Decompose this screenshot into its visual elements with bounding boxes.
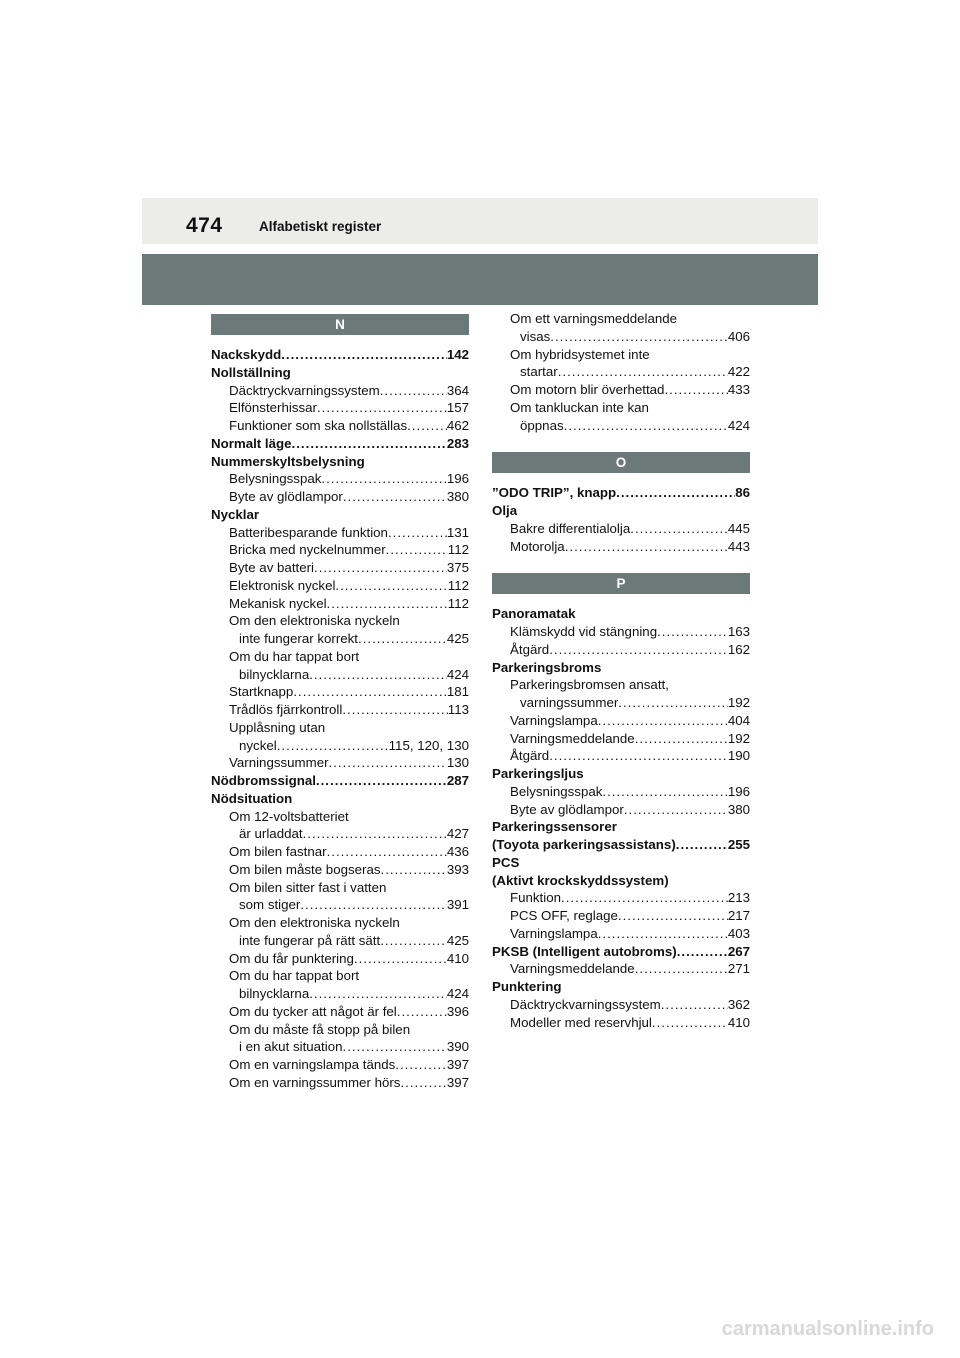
entry-term: Om du måste få stopp på bilen — [229, 1021, 411, 1037]
entry-page-ref: 362 — [727, 996, 750, 1012]
entry-page-ref: 115, 120, 130 — [388, 737, 469, 753]
entry-term: Bricka med nyckelnummer — [229, 542, 386, 558]
dot-leader — [300, 896, 446, 914]
entry-term: Belysningsspak — [229, 471, 322, 487]
index-subentry — [211, 541, 469, 559]
entry-term: inte fungerar korrekt — [239, 631, 358, 646]
index-subentry — [492, 801, 750, 819]
entry-term: Belysningsspak — [510, 783, 603, 799]
index-subentry — [211, 737, 469, 755]
entry-term: bilnycklarna — [239, 666, 310, 682]
entry-page-ref: 427 — [446, 826, 469, 842]
page-title: Alfabetiskt register — [259, 219, 382, 234]
entry-term: Trådlös fjärrkontroll — [229, 702, 343, 717]
dot-leader — [598, 925, 728, 943]
index-subentry — [492, 520, 750, 538]
index-column-right — [492, 310, 750, 1031]
index-subentry — [211, 488, 469, 506]
index-entry — [211, 435, 469, 453]
entry-term: Elektronisk nyckel — [229, 577, 336, 593]
dot-leader — [618, 907, 728, 925]
entry-page-ref: 112 — [447, 595, 469, 611]
entry-term: Bakre differentialolja — [510, 520, 631, 536]
dot-leader — [281, 346, 447, 364]
entry-page-ref: 404 — [727, 712, 750, 728]
dot-leader — [277, 737, 389, 755]
entry-term: Om 12-voltsbatteriet — [229, 808, 349, 824]
header-bar — [142, 198, 818, 244]
entry-page-ref: 181 — [446, 684, 469, 700]
entry-term: (Aktivt krockskyddssystem) — [492, 872, 669, 888]
entry-term: Om den elektroniska nyckeln — [229, 613, 400, 629]
index-subentry — [492, 623, 750, 641]
entry-page-ref: 396 — [446, 1003, 469, 1019]
index-entry — [492, 659, 750, 677]
entry-term: Nummerskyltsbelysning — [211, 453, 365, 469]
index-subentry — [211, 1056, 469, 1074]
index-subentry — [492, 363, 750, 381]
entry-page-ref: 425 — [446, 631, 469, 646]
entry-page-ref: 192 — [727, 695, 750, 710]
entry-term: Om den elektroniska nyckeln — [229, 915, 400, 930]
dot-leader — [598, 712, 728, 730]
entry-page-ref: 196 — [446, 471, 469, 487]
entry-term: Elfönsterhissar — [229, 400, 317, 416]
entry-term: Nödsituation — [211, 790, 293, 806]
index-subentry — [492, 641, 750, 659]
entry-page-ref: 393 — [446, 861, 469, 877]
header-band — [142, 254, 818, 305]
entry-page-ref: 410 — [446, 950, 469, 966]
section-letter-o: O — [492, 452, 750, 473]
index-subentry — [211, 825, 469, 843]
section-letter-p: P — [492, 573, 750, 594]
entry-term: Om motorn blir överhettad — [510, 382, 665, 397]
dot-leader — [549, 641, 728, 659]
entry-page-ref: 422 — [727, 364, 750, 380]
index-entry — [211, 772, 469, 790]
dot-leader — [380, 382, 447, 400]
dot-leader — [565, 538, 728, 556]
index-entry — [492, 818, 750, 836]
index-subentry — [211, 612, 469, 630]
entry-term: Parkeringsbromsen ansatt, — [510, 677, 669, 693]
index-subentry — [211, 808, 469, 826]
index-subentry — [211, 1021, 469, 1039]
index-entry — [492, 484, 750, 502]
index-subentry — [211, 470, 469, 488]
index-subentry — [211, 666, 469, 684]
index-subentry — [492, 538, 750, 556]
entry-term: Om hybridsystemet inte — [510, 346, 650, 362]
entry-page-ref: 287 — [446, 773, 469, 788]
entry-term: Om du tycker att något är fel — [229, 1003, 397, 1019]
dot-leader — [386, 541, 448, 559]
entry-term: Olja — [492, 503, 518, 518]
dot-leader — [635, 730, 728, 748]
entry-page-ref: 271 — [727, 961, 750, 977]
entry-term: Modeller med reservhjul — [510, 1014, 652, 1030]
dot-leader — [343, 1038, 447, 1056]
dot-leader — [635, 960, 728, 978]
page-number: 474 — [186, 214, 223, 237]
index-subentry — [492, 996, 750, 1014]
index-list-o — [492, 484, 750, 555]
index-subentry — [211, 417, 469, 435]
index-entry — [492, 605, 750, 623]
entry-page-ref: 113 — [447, 702, 469, 717]
dot-leader — [314, 559, 447, 577]
entry-term: ”ODO TRIP”, knapp — [492, 485, 617, 501]
entry-term: Varningslampa — [510, 712, 598, 728]
index-entry — [492, 978, 750, 996]
dot-leader — [661, 996, 728, 1014]
entry-page-ref: 163 — [727, 624, 750, 639]
entry-term: inte fungerar på rätt sätt — [239, 932, 381, 948]
index-subentry — [211, 719, 469, 737]
entry-term: PKSB (Intelligent autobroms) — [492, 943, 677, 959]
dot-leader — [677, 943, 728, 961]
index-entry — [492, 502, 750, 520]
index-subentry — [211, 630, 469, 648]
dot-leader — [380, 932, 447, 950]
entry-term: Parkeringssensorer — [492, 819, 617, 835]
entry-page-ref: 112 — [447, 542, 469, 558]
entry-page-ref: 433 — [727, 382, 750, 397]
entry-term: i en akut situation — [239, 1039, 343, 1055]
entry-page-ref: 380 — [727, 801, 750, 817]
entry-page-ref: 375 — [446, 560, 469, 575]
entry-term: Om bilen sitter fast i vatten — [229, 879, 387, 895]
index-subentry — [211, 701, 469, 719]
entry-page-ref: 157 — [446, 400, 469, 416]
index-subentry — [492, 960, 750, 978]
dot-leader — [400, 1074, 446, 1092]
dot-leader — [558, 363, 728, 381]
entry-term: (Toyota parkeringsassistans) — [492, 837, 676, 852]
index-entry — [492, 943, 750, 961]
index-subentry — [492, 381, 750, 399]
entry-term: Varningsmeddelande — [510, 730, 635, 746]
dot-leader — [652, 1014, 728, 1032]
entry-page-ref: 403 — [727, 925, 750, 941]
entry-term: startar — [520, 364, 558, 380]
entry-term: Däcktryckvarningssystem — [229, 382, 380, 398]
index-entry — [211, 506, 469, 524]
index-entry — [492, 836, 750, 854]
entry-term: Nycklar — [211, 506, 260, 522]
entry-term: Om en varningslampa tänds — [229, 1057, 396, 1072]
entry-page-ref: 397 — [446, 1057, 469, 1072]
dot-leader — [329, 754, 447, 772]
entry-page-ref: 462 — [446, 418, 469, 433]
index-subentry — [492, 310, 750, 328]
entry-term: Nollställning — [211, 364, 291, 380]
index-subentry — [211, 1074, 469, 1092]
dot-leader — [388, 524, 447, 542]
entry-term: Om du har tappat bort — [229, 648, 360, 664]
entry-term: Om du får punktering — [229, 950, 354, 966]
entry-page-ref: 190 — [727, 748, 750, 764]
entry-term: Startknapp — [229, 684, 294, 700]
entry-term: Varningssummer — [229, 755, 329, 771]
index-subentry — [492, 694, 750, 712]
index-subentry — [211, 932, 469, 950]
entry-term: Nackskydd — [211, 347, 282, 362]
index-entry — [492, 854, 750, 872]
dot-leader — [397, 1003, 447, 1021]
index-subentry — [211, 985, 469, 1003]
entry-page-ref: 112 — [447, 577, 469, 593]
entry-term: är urladdat — [239, 826, 303, 842]
dot-leader — [321, 470, 446, 488]
dot-leader — [395, 1056, 447, 1074]
dot-leader — [602, 783, 727, 801]
index-subentry — [211, 967, 469, 985]
entry-page-ref: 424 — [727, 417, 750, 433]
entry-term: PCS OFF, reglage — [510, 908, 618, 923]
dot-leader — [327, 595, 448, 613]
dot-leader — [327, 843, 447, 861]
entry-term: visas — [520, 328, 551, 344]
index-subentry — [492, 399, 750, 417]
dot-leader — [561, 889, 728, 907]
entry-term: som stiger — [239, 897, 301, 913]
dot-leader — [358, 630, 447, 648]
entry-term: Om bilen måste bogseras — [229, 861, 381, 877]
entry-term: Däcktryckvarningssystem — [510, 996, 661, 1012]
entry-term: Funktioner som ska nollställas — [229, 418, 408, 433]
entry-term: Om tankluckan inte kan — [510, 399, 649, 415]
index-subentry — [211, 524, 469, 542]
entry-term: Om ett varningsmeddelande — [510, 311, 678, 326]
entry-term: Varningsmeddelande — [510, 961, 635, 977]
dot-leader — [624, 801, 728, 819]
index-subentry — [211, 382, 469, 400]
entry-page-ref: 130 — [446, 755, 469, 771]
entry-page-ref: 255 — [727, 837, 750, 852]
index-entry — [492, 872, 750, 890]
index-subentry — [211, 1038, 469, 1056]
entry-page-ref: 390 — [446, 1039, 469, 1055]
dot-leader — [309, 985, 447, 1003]
dot-leader — [316, 772, 447, 790]
index-subentry — [492, 1014, 750, 1032]
index-subentry — [211, 896, 469, 914]
entry-term: Åtgärd — [510, 641, 550, 657]
dot-leader — [343, 488, 447, 506]
dot-leader — [303, 825, 447, 843]
index-list-n — [211, 346, 469, 1092]
entry-term: Parkeringsbroms — [492, 659, 602, 675]
index-list-n-continued — [492, 310, 750, 434]
entry-term: Klämskydd vid stängning — [510, 624, 658, 639]
dot-leader — [342, 701, 447, 719]
dot-leader — [407, 417, 447, 435]
entry-term: Normalt läge — [211, 435, 292, 451]
index-subentry — [211, 914, 469, 932]
entry-page-ref: 267 — [727, 943, 750, 959]
index-entry — [211, 790, 469, 808]
entry-page-ref: 364 — [446, 382, 469, 398]
entry-page-ref: 445 — [727, 520, 750, 536]
entry-term: Om en varningssummer hörs — [229, 1074, 401, 1090]
entry-term: Om du har tappat bort — [229, 968, 360, 984]
index-subentry — [211, 879, 469, 897]
entry-term: Byte av glödlampor — [229, 489, 343, 504]
dot-leader — [676, 836, 728, 854]
dot-leader — [564, 417, 728, 435]
entry-page-ref: 162 — [727, 641, 750, 657]
index-subentry — [211, 399, 469, 417]
entry-page-ref: 436 — [446, 844, 469, 859]
entry-page-ref: 86 — [735, 485, 750, 501]
entry-term: öppnas — [520, 417, 564, 433]
index-column-left — [211, 314, 469, 1092]
entry-term: nyckel — [239, 737, 277, 753]
index-subentry — [492, 676, 750, 694]
index-subentry — [492, 907, 750, 925]
index-subentry — [492, 417, 750, 435]
entry-term: Motorolja — [510, 538, 565, 554]
entry-page-ref: 213 — [727, 890, 750, 906]
dot-leader — [630, 520, 728, 538]
entry-term: Upplåsning utan — [229, 719, 326, 735]
dot-leader — [292, 435, 447, 453]
index-subentry — [211, 559, 469, 577]
index-list-p — [492, 605, 750, 1031]
entry-page-ref: 424 — [446, 666, 469, 682]
section-letter-n: N — [211, 314, 469, 335]
dot-leader — [293, 683, 447, 701]
index-entry — [492, 765, 750, 783]
entry-term: Nödbromssignal — [211, 773, 316, 788]
index-entry — [211, 346, 469, 364]
index-subentry — [211, 683, 469, 701]
entry-page-ref: 283 — [446, 435, 469, 451]
index-subentry — [211, 577, 469, 595]
entry-page-ref: 406 — [727, 328, 750, 344]
index-subentry — [492, 712, 750, 730]
entry-term: PCS — [492, 854, 520, 870]
index-subentry — [211, 648, 469, 666]
dot-leader — [550, 328, 728, 346]
entry-page-ref: 425 — [446, 932, 469, 948]
dot-leader — [657, 623, 728, 641]
entry-term: Funktion — [510, 890, 561, 906]
dot-leader — [618, 694, 728, 712]
entry-term: Batteribesparande funktion — [229, 524, 388, 540]
entry-term: Åtgärd — [510, 748, 550, 764]
entry-page-ref: 192 — [727, 730, 750, 746]
entry-term: Byte av glödlampor — [510, 801, 624, 817]
entry-page-ref: 391 — [446, 897, 469, 913]
entry-term: Panoramatak — [492, 606, 576, 622]
entry-page-ref: 410 — [727, 1014, 750, 1030]
index-subentry — [492, 730, 750, 748]
index-subentry — [211, 1003, 469, 1021]
dot-leader — [549, 747, 728, 765]
entry-page-ref: 397 — [446, 1074, 469, 1090]
dot-leader — [309, 666, 447, 684]
entry-page-ref: 217 — [727, 908, 750, 923]
index-subentry — [492, 747, 750, 765]
entry-term: Mekanisk nyckel — [229, 595, 327, 611]
index-subentry — [492, 328, 750, 346]
entry-term: Byte av batteri — [229, 560, 314, 575]
entry-page-ref: 131 — [446, 524, 469, 540]
dot-leader — [381, 861, 447, 879]
index-subentry — [492, 925, 750, 943]
index-subentry — [492, 346, 750, 364]
entry-term: varningssummer — [520, 695, 619, 710]
entry-term: Parkeringsljus — [492, 766, 584, 781]
dot-leader — [664, 381, 727, 399]
entry-term: Varningslampa — [510, 925, 598, 941]
index-subentry — [492, 889, 750, 907]
dot-leader — [354, 950, 447, 968]
entry-term: Om bilen fastnar — [229, 844, 327, 859]
index-subentry — [211, 754, 469, 772]
index-subentry — [211, 595, 469, 613]
index-subentry — [492, 783, 750, 801]
entry-term: Punktering — [492, 979, 562, 994]
entry-page-ref: 424 — [446, 986, 469, 1001]
index-entry — [211, 364, 469, 382]
index-subentry — [211, 861, 469, 879]
dot-leader — [335, 577, 447, 595]
index-subentry — [211, 843, 469, 861]
index-entry — [211, 453, 469, 471]
entry-page-ref: 443 — [727, 538, 750, 554]
watermark: carmanualsonline.info — [721, 1318, 934, 1340]
index-subentry — [211, 950, 469, 968]
entry-page-ref: 196 — [727, 783, 750, 799]
entry-page-ref: 380 — [446, 489, 469, 504]
entry-page-ref: 142 — [446, 347, 469, 362]
entry-term: bilnycklarna — [239, 986, 310, 1001]
dot-leader — [317, 399, 447, 417]
dot-leader — [616, 484, 735, 502]
